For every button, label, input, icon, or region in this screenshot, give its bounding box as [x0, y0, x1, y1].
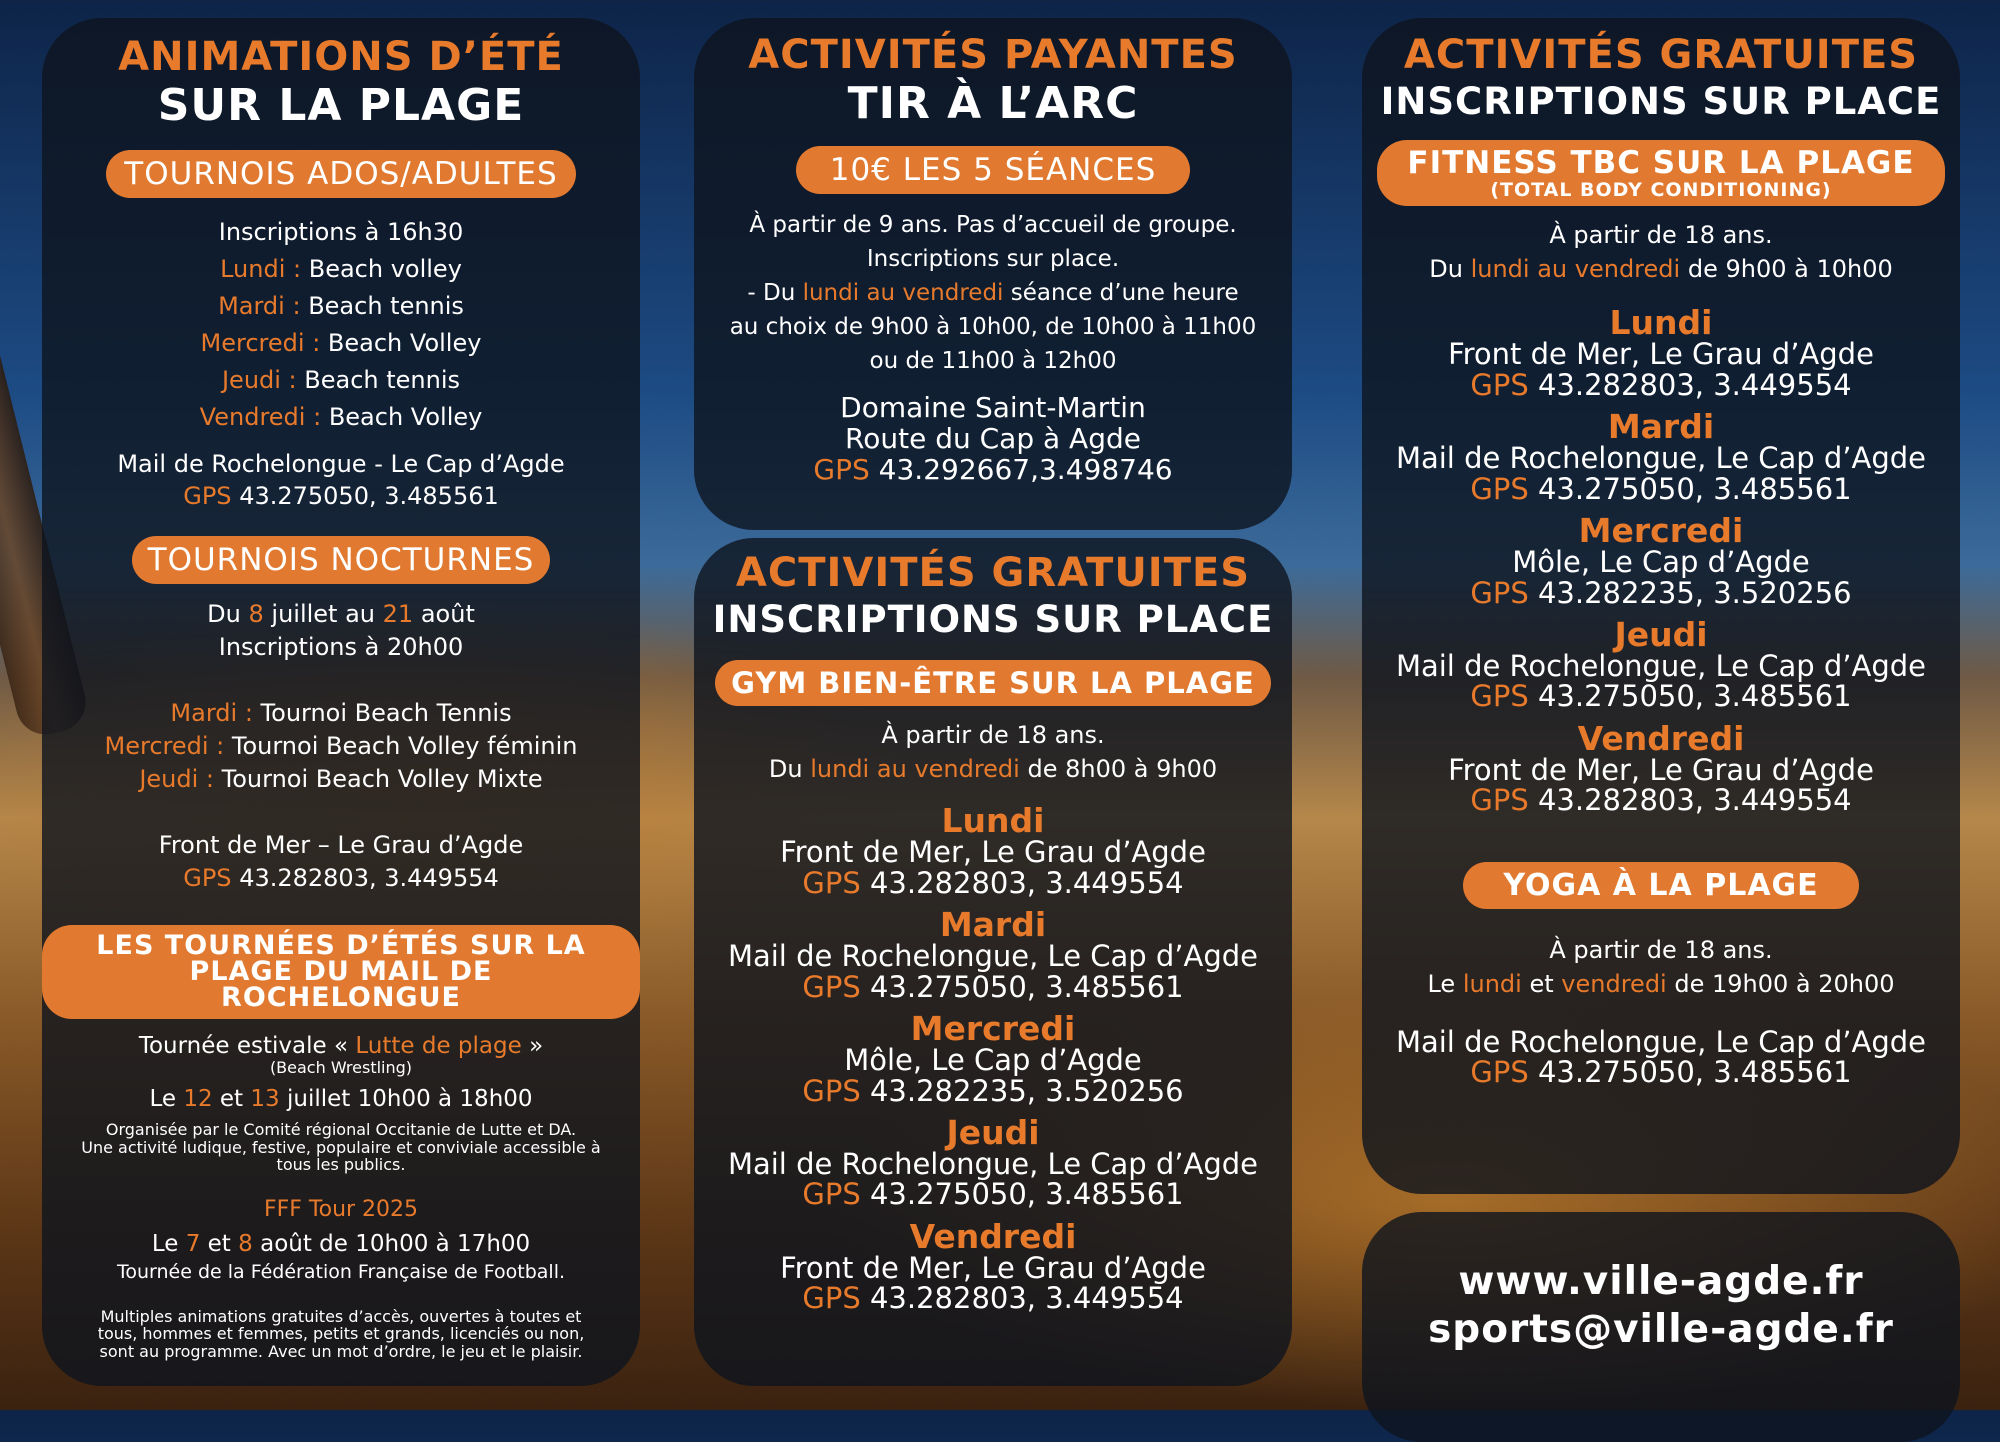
weekly-hours: Du lundi au vendredi de 8h00 à 9h00	[768, 755, 1218, 784]
pill-price: 10€ LES 5 SÉANCES	[796, 146, 1191, 194]
website-link[interactable]: www.ville-agde.fr	[1458, 1259, 1864, 1304]
schedule-row: Mercredi : Beach Volley	[200, 329, 482, 358]
schedule-item: Lundi Front de Mer, Le Grau d’Agde GPS 43.282803, 3.449554	[1448, 303, 1874, 402]
schedule-list	[1362, 303, 1960, 818]
schedule-row: Mardi : Tournoi Beach Tennis	[170, 699, 512, 728]
panel-fitness-yoga	[1362, 18, 1960, 1194]
schedule-row: Vendredi : Beach Volley	[199, 403, 483, 432]
schedule-row: Jeudi : Beach tennis	[221, 366, 461, 395]
panel-contact	[1362, 1212, 1960, 1442]
schedule-item: Mercredi Môle, Le Cap d’Agde GPS 43.282235, 3.520256	[1470, 511, 1852, 610]
panel-activites-payantes	[694, 18, 1292, 530]
schedule-item: Lundi Front de Mer, Le Grau d’Agde GPS 43.282803, 3.449554	[780, 801, 1206, 900]
schedule-item: Jeudi Mail de Rochelongue, Le Cap d’Agde GPS 43.275050, 3.485561	[727, 1113, 1259, 1212]
weekly-hours: Du lundi au vendredi de 9h00 à 10h00	[1429, 255, 1893, 284]
info-line: ou de 11h00 à 12h00	[869, 348, 1117, 375]
lutte-note: Organisée par le Comité régional Occitanie de Lutte et DA. Une activité ludique, festive, populaire et conviviale accessible à tous les publics.	[81, 1119, 601, 1175]
schedule-row: Mercredi : Tournoi Beach Volley féminin	[104, 732, 578, 761]
pill-yoga: YOGA À LA PLAGE	[1463, 862, 1858, 909]
location: Route du Cap à Agde	[845, 422, 1141, 456]
lutte-dates: Le 12 et 13 juillet 10h00 à 18h00	[149, 1085, 533, 1112]
panel-title-line1: ANIMATIONS D’ÉTÉ	[118, 34, 564, 80]
pill-tournees-ete: LES TOURNÉES D’ÉTÉS SUR LA PLAGE DU MAIL DE ROCHELONGUE	[42, 925, 640, 1019]
pill-tournois-nocturnes: TOURNOIS NOCTURNES	[132, 536, 551, 584]
age-requirement: À partir de 18 ans.	[1549, 221, 1773, 250]
panel-title-line2: TIR À L’ARC	[847, 78, 1139, 129]
schedule-row: Jeudi : Tournoi Beach Volley Mixte	[139, 765, 543, 794]
schedule-item: Mardi Mail de Rochelongue, Le Cap d’Agde GPS 43.275050, 3.485561	[1395, 407, 1927, 506]
schedule-item: Jeudi Mail de Rochelongue, Le Cap d’Agde GPS 43.275050, 3.485561	[1395, 615, 1927, 714]
panel-animations-ete	[42, 18, 640, 1386]
age-requirement: À partir de 18 ans.	[1549, 935, 1773, 964]
info-line: au choix de 9h00 à 10h00, de 10h00 à 11h00	[729, 314, 1257, 341]
info-line: Inscriptions sur place.	[866, 246, 1120, 273]
nocturne-inscription: Inscriptions à 20h00	[218, 633, 464, 662]
info-line: - Du lundi au vendredi séance d’une heure	[747, 280, 1239, 307]
location: Front de Mer – Le Grau d’Agde	[158, 831, 524, 860]
age-requirement: À partir de 18 ans.	[881, 721, 1105, 750]
fff-description: Tournée de la Fédération Française de Football.	[116, 1260, 566, 1283]
panel-title-line1: ACTIVITÉS PAYANTES	[748, 32, 1238, 78]
info-line: À partir de 9 ans. Pas d’accueil de groupe.	[749, 212, 1237, 239]
schedule-item: Vendredi Front de Mer, Le Grau d’Agde GPS 43.282803, 3.449554	[1448, 718, 1874, 818]
gps-coordinates: GPS 43.275050, 3.485561	[183, 482, 499, 511]
location: Domaine Saint-Martin	[840, 391, 1146, 425]
location: Mail de Rochelongue, Le Cap d’Agde	[1395, 1024, 1927, 1059]
weekly-hours: Le lundi et vendredi de 19h00 à 20h00	[1427, 969, 1895, 998]
fff-dates: Le 7 et 8 août de 10h00 à 17h00	[151, 1230, 531, 1257]
nocturne-dates: Du 8 juillet au 21 août	[207, 600, 475, 629]
gps-coordinates: GPS 43.282803, 3.449554	[183, 864, 499, 893]
fff-title: FFF Tour 2025	[263, 1196, 419, 1222]
inscription-time: Inscriptions à 16h30	[218, 218, 464, 247]
location: Mail de Rochelongue - Le Cap d’Agde	[117, 450, 565, 479]
gps-coordinates: GPS 43.292667,3.498746	[813, 453, 1173, 487]
lutte-title: Tournée estivale « Lutte de plage »	[138, 1033, 544, 1060]
panel-title-line1: ACTIVITÉS GRATUITES	[1403, 32, 1919, 78]
panel-title-line2: SUR LA PLAGE	[157, 80, 525, 131]
pill-fitness: FITNESS TBC SUR LA PLAGE (TOTAL BODY CONDITIONING)	[1377, 140, 1944, 206]
panel-title-line2: INSCRIPTIONS SUR PLACE	[712, 598, 1274, 641]
schedule-row: Mardi : Beach tennis	[218, 292, 464, 321]
panel-title-line1: ACTIVITÉS GRATUITES	[735, 550, 1251, 596]
schedule-list	[694, 801, 1292, 1316]
panel-title-line2: INSCRIPTIONS SUR PLACE	[1380, 80, 1942, 123]
pill-tournois-ados: TOURNOIS ADOS/ADULTES	[106, 150, 575, 198]
multi-animations-note: Multiples animations gratuites d’accès, ouvertes à toutes et tous, hommes et femmes, petits et grands, licenciés ou non, sont au programme. Avec un mot d’ordre, le jeu et le plaisir.	[97, 1306, 585, 1361]
pill-gym: GYM BIEN-ÊTRE SUR LA PLAGE	[715, 660, 1271, 706]
panel-gym-bien-etre	[694, 538, 1292, 1386]
schedule-row: Lundi : Beach volley	[220, 255, 462, 284]
schedule-item: Mercredi Môle, Le Cap d’Agde GPS 43.282235, 3.520256	[802, 1009, 1184, 1108]
gps-coordinates: GPS 43.275050, 3.485561	[1470, 1055, 1852, 1090]
lutte-subtitle: (Beach Wrestling)	[269, 1058, 413, 1078]
schedule-item: Mardi Mail de Rochelongue, Le Cap d’Agde GPS 43.275050, 3.485561	[727, 905, 1259, 1004]
schedule-item: Vendredi Front de Mer, Le Grau d’Agde GPS 43.282803, 3.449554	[780, 1216, 1206, 1316]
email-link[interactable]: sports@ville-agde.fr	[1428, 1307, 1894, 1352]
